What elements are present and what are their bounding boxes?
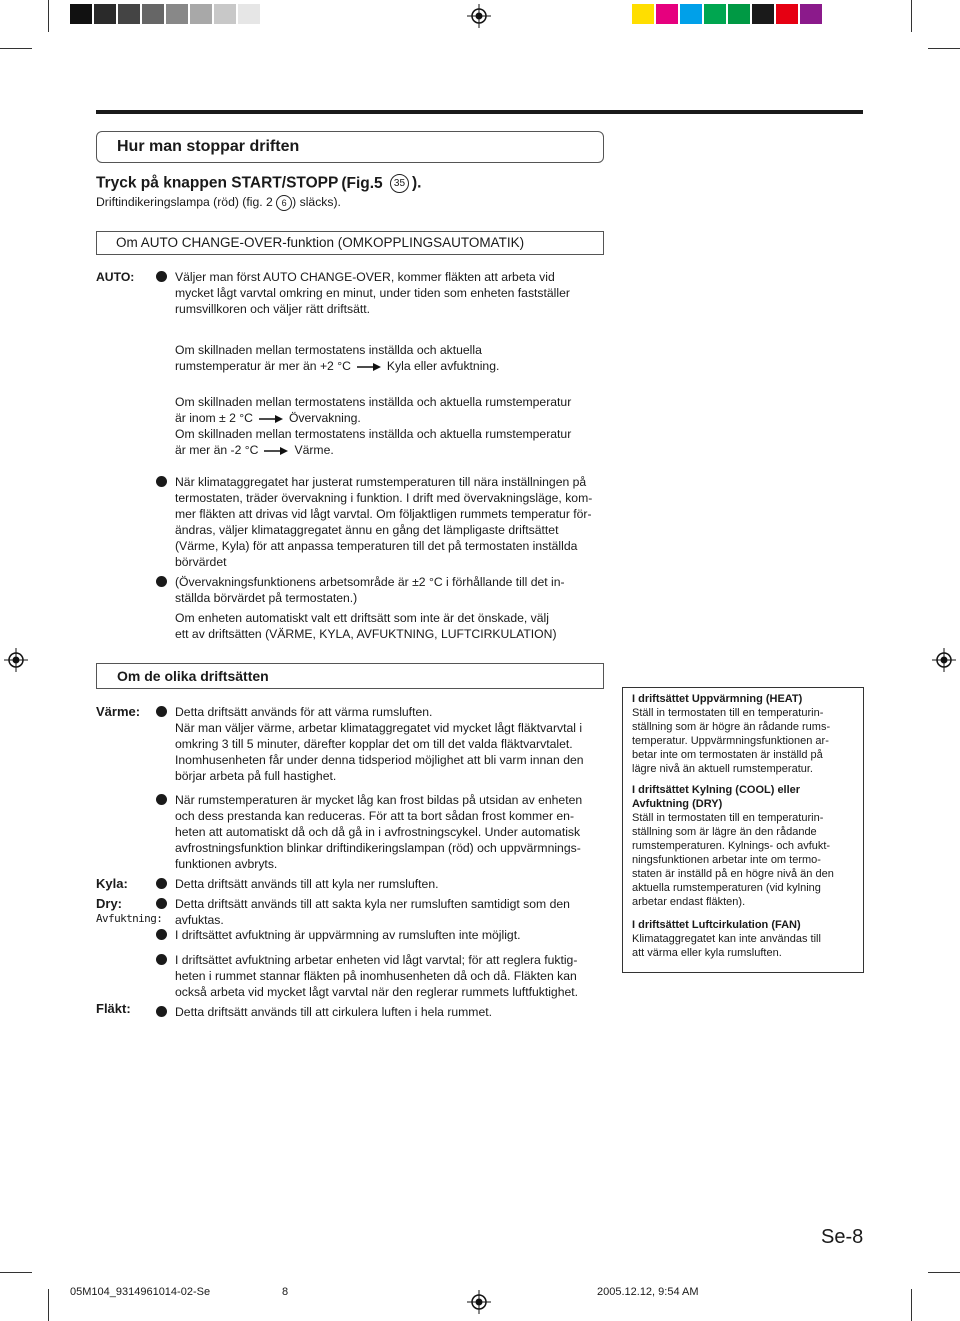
bullet — [156, 794, 167, 805]
sidebox-cool-title: I driftsättet Kylning (COOL) eller Avfuktning (DRY) — [632, 784, 801, 810]
color-swatch — [166, 4, 188, 24]
bullet — [156, 476, 167, 487]
auto-para2: När klimataggregatet har justerat rumstemperaturen till nära inställningen på termostaten, träder övervakning i funktion. I drift med övervakningsläge, kom- mer fläkten att drivas vid lågt varvtal. Om följaktligen rummets temperatur för- ändras, väljer klimataggregatet ännu en gång det lämpligaste driftsättet (Värme, Kyla) för att anpassa temperaturen till det på termostaten inställda börvärdet — [175, 475, 593, 569]
cool-text: Detta driftsätt används till att kyla ner rumsluften. — [175, 877, 439, 891]
modes-heading: Om de olika driftsätten — [117, 668, 269, 684]
color-swatch — [728, 4, 750, 24]
auto-para1: Väljer man först AUTO CHANGE-OVER, kommer fläkten att arbeta vid mycket lågt varvtal omkring en minut, under tiden som enheten fastställer rumsvillkoren och väljer rätt driftsätt. — [175, 270, 570, 316]
auto-heading-box — [96, 231, 604, 255]
fan-label: Fläkt: — [96, 1001, 131, 1016]
lamp-note: Driftindikeringslampa (röd) (fig. 2 6 ) släcks). — [96, 195, 341, 209]
heat-text-2: När rumstemperaturen är mycket låg kan frost bildas på utsidan av enheten och dess prestanda kan reduceras. För att ta bort sådan frost kommer en- heten att automatiskt då och då gå in i avfrostningscykel. Under automatisk avfrostningsfunktion blinkar driftindikeringslampan (röd) och uppvärmnings- funktionen avbryts. — [175, 793, 583, 871]
registration-mark-icon — [4, 648, 28, 672]
crop-mark — [911, 1289, 912, 1321]
section-heading: Hur man stoppar driften — [117, 138, 300, 155]
modes-heading-box — [96, 663, 604, 689]
fan-text: Detta driftsätt används till att cirkulera luften i hela rummet. — [175, 1005, 493, 1019]
dry-sublabel: Avfuktning: — [96, 912, 163, 925]
bullet — [156, 706, 167, 717]
arrow-right-icon — [264, 447, 288, 455]
sidebox-heat-title: I driftsättet Uppvärmning (HEAT) — [632, 693, 803, 705]
crop-mark — [928, 48, 960, 49]
bullet — [156, 1006, 167, 1017]
registration-mark-icon — [467, 1290, 491, 1314]
dry-text-1: Detta driftsätt används till att sakta kyla ner rumsluften samtidigt som den avfuktas. — [175, 897, 570, 927]
circled-number: 35 — [390, 174, 409, 193]
color-swatch — [704, 4, 726, 24]
footer-file: 05M104_9314961014-02-Se — [70, 1286, 211, 1298]
auto-condition-cool: Om skillnaden mellan termostatens inställda och aktuella rumstemperatur är mer än +2 °C Kyla eller avfuktning. — [175, 343, 500, 373]
color-swatch — [800, 4, 822, 24]
auto-label: AUTO: — [96, 270, 135, 284]
dry-text-3: I driftsättet avfuktning arbetar enheten vid lågt varvtal; för att reglera fuktig- heten i rummet stannar fläkten på inomhusenheten då och då. Fläkten kan också arbeta vid mycket lågt varvtal när den reglerar rummets luftfuktighet. — [175, 953, 579, 999]
crop-mark — [0, 1272, 32, 1273]
sidebox-fan-title: I driftsättet Luftcirkulation (FAN) — [632, 919, 801, 931]
dry-label: Dry: — [96, 896, 123, 911]
header-rule — [96, 110, 863, 114]
bullet — [156, 898, 167, 909]
section-heading-box — [96, 131, 604, 163]
color-swatch — [680, 4, 702, 24]
bullet — [156, 576, 167, 587]
auto-para3: (Övervakningsfunktionens arbetsområde är ±2 °C i förhållande till det in- ställda börvärdet på termostaten.) Om enheten automatiskt valt ett driftsätt som inte är det önskade, välj ett av driftsätten (VÄRME, KYLA, AVFUKTNING, LUFTCIRKULATION) — [175, 575, 565, 641]
heat-text-1: Detta driftsätt används för att värma rumsluften. När man väljer värme, arbetar klimataggregatet vid mycket lågt fläktvarvtal i omkring 3 till 5 minuter, därefter kopplar det om till det valda fläktvarvtalet. Inomhusenheten får under denna tidsperiod möjlighet att bli varm innan den börjar arbeta på full hastighet. — [175, 705, 584, 783]
color-swatch — [752, 4, 774, 24]
bullet — [156, 954, 167, 965]
color-swatch — [632, 4, 654, 24]
registration-mark-icon — [467, 4, 491, 28]
crop-mark — [911, 0, 912, 32]
page-number: Se-8 — [821, 1226, 864, 1248]
cool-label: Kyla: — [96, 876, 128, 891]
bullet — [156, 271, 167, 282]
arrow-right-icon — [357, 363, 381, 371]
color-swatch — [656, 4, 678, 24]
footer-timestamp: 2005.12.12, 9:54 AM — [597, 1286, 699, 1298]
color-swatch — [94, 4, 116, 24]
arrow-right-icon — [259, 415, 283, 423]
circled-number: 6 — [276, 195, 292, 211]
footer-page: 8 — [282, 1286, 289, 1298]
dry-text-2: I driftsättet avfuktning är uppvärmning av rumsluften inte möjligt. — [175, 928, 521, 942]
bullet — [156, 929, 167, 940]
color-swatch — [214, 4, 236, 24]
color-swatch — [70, 4, 92, 24]
crop-mark — [48, 0, 49, 32]
color-swatch — [118, 4, 140, 24]
auto-heading: Om AUTO CHANGE-OVER-funktion (OMKOPPLINGSAUTOMATIK) — [116, 235, 525, 250]
registration-mark-icon — [932, 648, 956, 672]
crop-mark — [0, 48, 32, 49]
heat-label: Värme: — [96, 704, 141, 719]
crop-mark — [48, 1289, 49, 1321]
sidebox-content: I driftsättet Uppvärmning (HEAT) Ställ in termostaten till en temperaturin- ställning som är högre än rådande rums- temperatur. Uppvärmningsfunktionen ar- betar inte om termostaten är inställd på lägre nivå än aktuell rumstemperatur. I driftsättet Kylning (COOL) eller Avfuktning (DRY) Ställ in termostaten till en temperaturin- ställning som är lägre än den rådande rumstemperaturen. Kylnings- och avfukt- ningsfunktionen arbetar inte om termo- staten är inställd på en högre nivå än den aktuella rumstemperaturen (vid kylning arbetar endast fläkten). I driftsättet Luftcirkulation (FAN) Klimataggregatet kan inte användas till att värma eller kyla rumsluften. — [632, 693, 834, 959]
color-swatch — [190, 4, 212, 24]
crop-mark — [928, 1272, 960, 1273]
auto-condition-monitor: Om skillnaden mellan termostatens inställda och aktuella rumstemperatur är inom ± 2 °C Övervakning. Om skillnaden mellan termostatens inställda och aktuella rumstemperatur är mer än -2 °C Värme. — [175, 395, 572, 457]
color-swatch — [776, 4, 798, 24]
color-swatch — [142, 4, 164, 24]
stop-instruction: Tryck på knappen START/STOPP (Fig.5 35 ). — [96, 174, 422, 192]
color-swatch — [238, 4, 260, 24]
bullet — [156, 878, 167, 889]
